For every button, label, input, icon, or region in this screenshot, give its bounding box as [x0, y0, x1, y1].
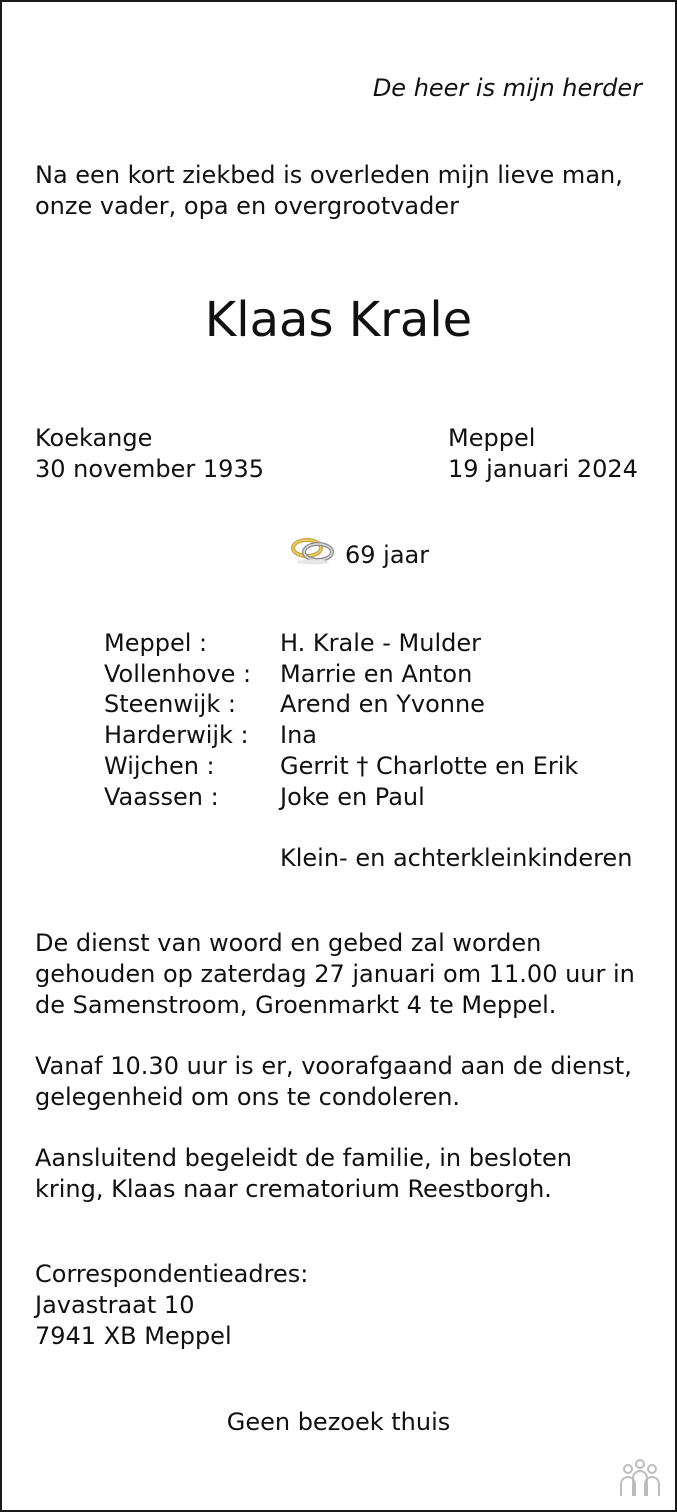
- death-date: 19 januari 2024: [448, 455, 638, 483]
- relative-place: Wijchen :: [104, 752, 215, 780]
- deceased-name: Klaas Krale: [204, 292, 473, 348]
- relative-names: Marrie en Anton: [280, 660, 473, 688]
- cremation-line-2: kring, Klaas naar crematorium Reestborgh.: [35, 1175, 552, 1203]
- condolence-line-1: Vanaf 10.30 uur is er, voorafgaand aan de dienst,: [35, 1052, 632, 1080]
- service-line-3: de Samenstroom, Groenmarkt 4 te Meppel.: [35, 991, 557, 1019]
- death-place: Meppel: [448, 424, 536, 452]
- correspondence-label: Correspondentieadres:: [35, 1260, 309, 1288]
- relative-place: Harderwijk :: [104, 721, 249, 749]
- birth-date: 30 november 1935: [35, 455, 264, 483]
- correspondence-street: Javastraat 10: [35, 1291, 195, 1319]
- relative-place: Vaassen :: [104, 783, 219, 811]
- correspondence-city: 7941 XB Meppel: [35, 1322, 232, 1350]
- service-line-2: gehouden op zaterdag 27 januari om 11.00 uur in: [35, 960, 635, 988]
- intro-line-2: onze vader, opa en overgrootvader: [35, 192, 460, 220]
- cremation-line-1: Aansluitend begeleidt de familie, in besloten: [35, 1144, 572, 1172]
- intro-line-1: Na een kort ziekbed is overleden mijn lieve man,: [35, 161, 623, 189]
- relative-names: Arend en Yvonne: [280, 690, 485, 718]
- relative-place: Vollenhove :: [104, 660, 252, 688]
- people-group-icon: [617, 1458, 663, 1498]
- relative-place: Meppel :: [104, 629, 208, 657]
- wedding-rings-icon: [290, 534, 336, 566]
- condolence-line-2: gelegenheid om ons te condoleren.: [35, 1083, 461, 1111]
- relative-names: Ina: [280, 721, 317, 749]
- service-line-1: De dienst van woord en gebed zal worden: [35, 929, 542, 957]
- relative-names: H. Krale - Mulder: [280, 629, 481, 657]
- relative-place: Steenwijk :: [104, 690, 236, 718]
- grandchildren-line: Klein- en achterkleinkinderen: [280, 844, 633, 872]
- relative-names: Gerrit † Charlotte en Erik: [280, 752, 579, 780]
- relative-names: Joke en Paul: [280, 783, 425, 811]
- no-visit-note: Geen bezoek thuis: [226, 1408, 451, 1436]
- motto: De heer is mijn herder: [372, 74, 642, 102]
- marriage-years: 69 jaar: [345, 541, 430, 569]
- birth-place: Koekange: [35, 424, 153, 452]
